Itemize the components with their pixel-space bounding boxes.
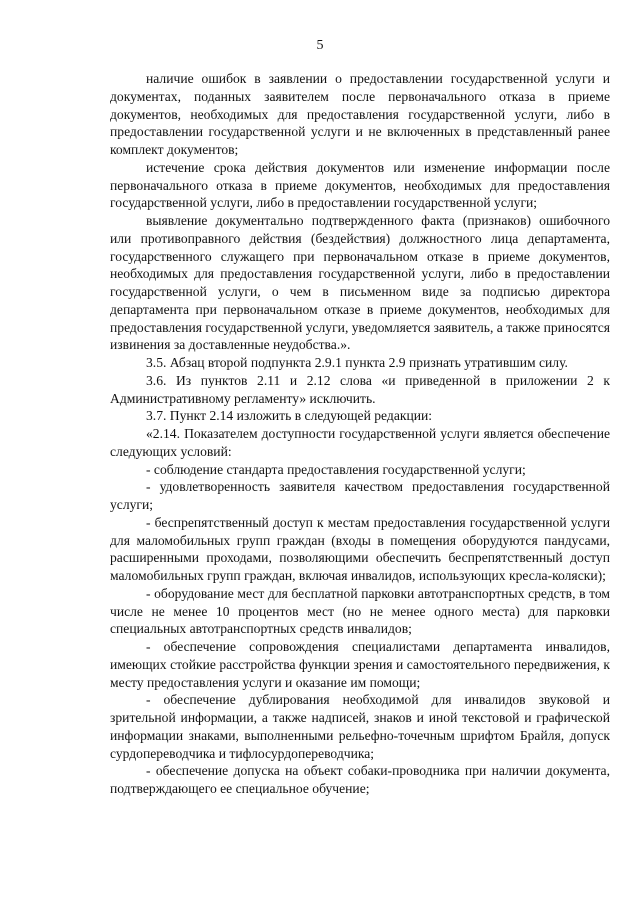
list-item-guide-dog-admission: - обеспечение допуска на объект собаки-проводника при наличии документа, подтверждающего ее специальное обучение;	[110, 763, 610, 796]
list-item-standard-compliance: - соблюдение стандарта предоставления государственной услуги;	[146, 461, 526, 477]
list-item-information-duplication: - обеспечение дублирования необходимой для инвалидов звуковой и зрительной информации, а также надписей, знаков и иной текстовой и графической информации знаками, выполненными рельефно-точечным шрифтом Брайля, допуск сурдопереводчика и тифлосурдопереводчика;	[110, 692, 610, 761]
paragraph-2-14: «2.14. Показателем доступности государственной услуги является обеспечение следующих условий:	[110, 426, 610, 459]
paragraph-errors-in-application: наличие ошибок в заявлении о предоставлении государственной услуги и документах, поданных заявителем после первоначального отказа в приеме документов, необходимых для предоставления государственной услуги, либо в предоставлении государственной услуги и не включенных в представленный ранее комплект документов;	[110, 71, 610, 157]
page-number: 5	[316, 38, 324, 53]
list-item-free-parking: - оборудование мест для бесплатной парковки автотранспортных средств, в том числе не менее 10 процентов мест (но не менее одного места) для парковки специальных автотранспортных средств инвалидов;	[110, 585, 610, 637]
paragraph-3-7: 3.7. Пункт 2.14 изложить в следующей редакции:	[146, 408, 433, 424]
paragraph-3-5: 3.5. Абзац второй подпункта 2.9.1 пункта 2.9 признать утратившим силу.	[146, 355, 568, 370]
list-item-unobstructed-access: - беспрепятственный доступ к местам предоставления государственной услуги для маломобильных групп граждан (входы в помещения оборудуются пандусами, расширенными проходами, позволяющими обеспечить беспрепятственный доступ маломобильных групп граждан, включая инвалидов, использующих кресла-коляски);	[110, 514, 610, 583]
paragraph-documents-expired: истечение срока действия документов или изменение информации после первоначального отказа в приеме документов, необходимых для предоставления государственной услуги, либо в предоставлении государственной услуги;	[110, 159, 610, 211]
list-item-escort-disabled: - обеспечение сопровождения специалистами департамента инвалидов, имеющих стойкие расстройства функции зрения и самостоятельного передвижения, к месту предоставления услуги и оказание им помощи;	[110, 639, 610, 690]
list-item-applicant-satisfaction: - удовлетворенность заявителя качеством предоставления государственной услуги;	[110, 479, 610, 512]
paragraph-3-6: 3.6. Из пунктов 2.11 и 2.12 слова «и приведенной в приложении 2 к Административному регламенту» исключить.	[110, 372, 610, 406]
paragraph-erroneous-action-detected: выявление документально подтвержденного факта (признаков) ошибочного или противоправного действия (бездействия) должностного лица департамента, государственного служащего при первоначальном отказе в приеме документов, необходимых для предоставления государственной услуги, либо в предоставлении государственной услуги, о чем в письменном виде за подписью директора департамента при первоначальном отказе в приеме документов, необходимых для предоставления государственной услуги, уведомляется заявитель, а также приносятся извинения за доставленные неудобства.».	[110, 213, 611, 353]
document-body	[110, 70, 610, 798]
